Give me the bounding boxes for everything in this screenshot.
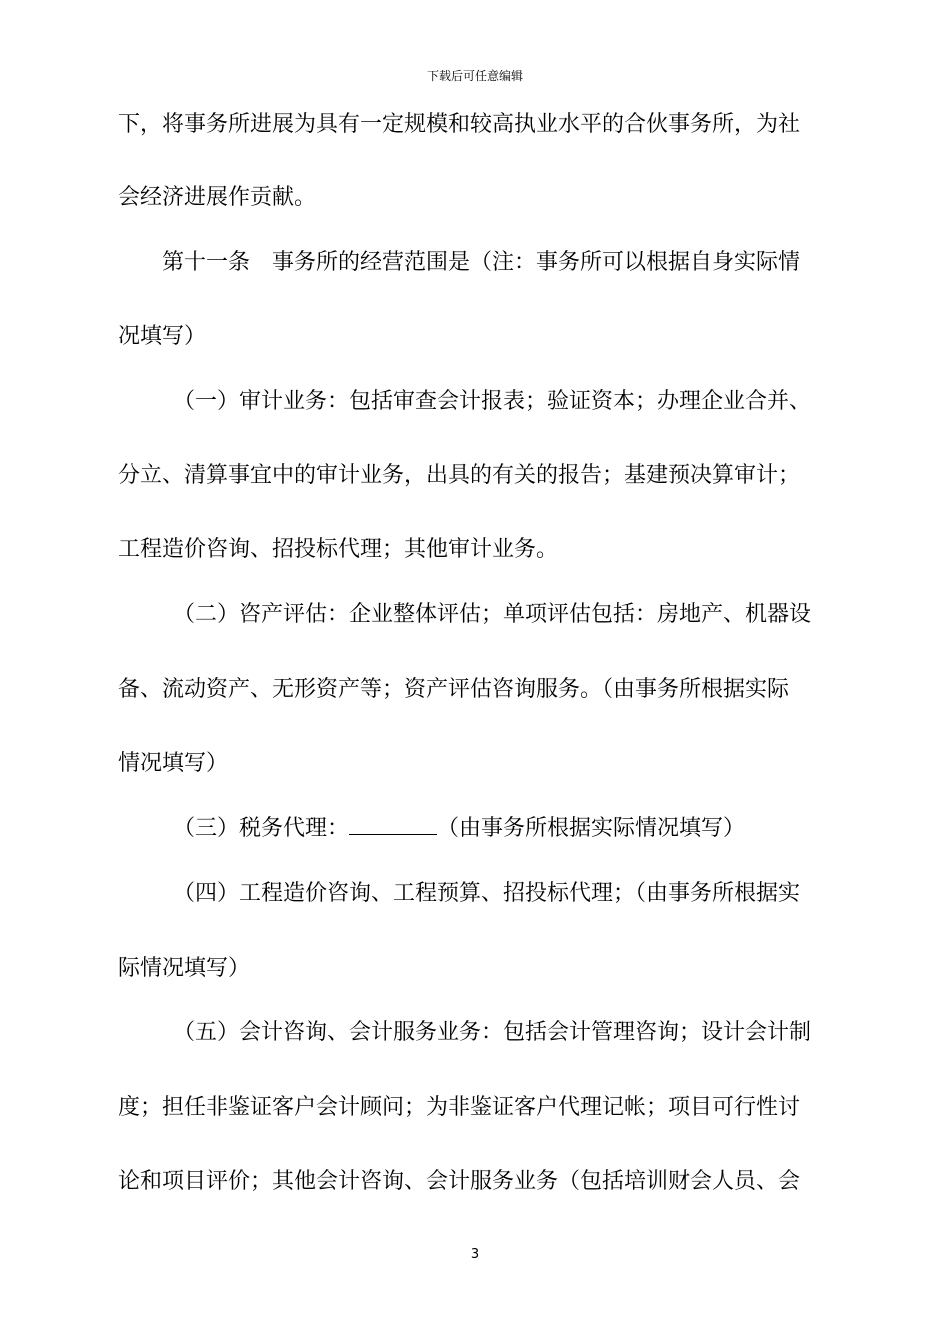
- page-header: 下载后可任意编辑: [426, 69, 523, 83]
- text-line: 论和项目评价；其他会计咨询、会计服务业务（包括培训财会人员、会: [118, 1169, 801, 1194]
- tax-agency-label: （三）税务代理：: [173, 816, 350, 841]
- text-line: 情况填写）: [118, 751, 229, 776]
- list-item-accounting: （五）会计咨询、会计服务业务：包括会计管理咨询；设计会计制: [173, 1020, 812, 1045]
- tax-agency-note: （由事务所根据实际情况填写）: [437, 816, 746, 841]
- list-item-tax-agency: [173, 814, 873, 844]
- page-number: 3: [470, 1247, 480, 1262]
- fill-in-blank: [349, 814, 437, 835]
- text-line: 分立、清算事宜中的审计业务，出具的有关的报告；基建预决算审计；: [118, 463, 801, 488]
- article-heading: 第十一条 事务所的经营范围是（注：事务所可以根据自身实际情: [162, 250, 801, 275]
- text-line: 下，将事务所进展为具有一定规模和较高执业水平的合伙事务所，为社: [118, 112, 801, 137]
- text-line: 况填写）: [118, 324, 207, 349]
- text-line: 备、流动资产、无形资产等；资产评估咨询服务。（由事务所根据实际: [118, 677, 790, 702]
- list-item-engineering: （四）工程造价咨询、工程预算、招投标代理；（由事务所根据实: [173, 881, 801, 906]
- text-line: 工程造价咨询、招投标代理；其他审计业务。: [118, 537, 559, 562]
- list-item-audit: （一）审计业务：包括审查会计报表；验证资本；办理企业合并、: [173, 389, 812, 414]
- text-line: 际情况填写）: [118, 956, 251, 981]
- text-line: 度；担任非鉴证客户会计顾问；为非鉴证客户代理记帐；项目可行性讨: [118, 1095, 801, 1120]
- text-line: 会经济进展作贡献。: [118, 185, 317, 210]
- list-item-asset-evaluation: （二）咨产评估：企业整体评估；单项评估包括：房地产、机器设: [173, 602, 812, 627]
